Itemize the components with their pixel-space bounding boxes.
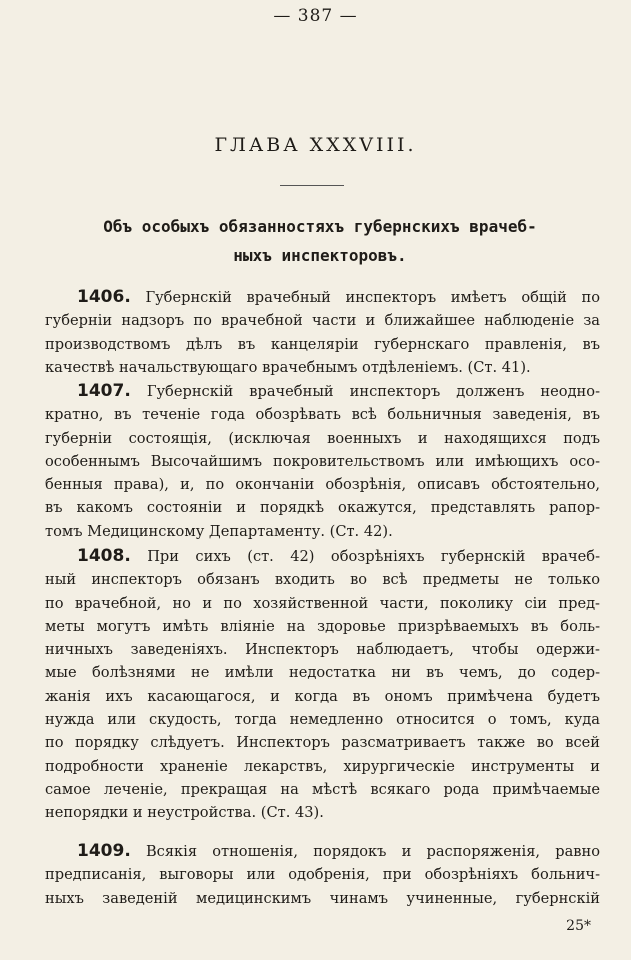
article-line: томъ Медицинскому Департаменту. (Ст. 42). — [45, 522, 393, 540]
signature-mark: 25* — [566, 918, 591, 934]
article-line: непорядки и неустройства. (Ст. 43). — [45, 804, 324, 822]
article-line: самое леченіе, прекращая на мѣстѣ всякаго рода примѣчаемые — [45, 780, 600, 798]
article-1409 — [45, 840, 600, 910]
article-line: по порядку слѣдуетъ. Инспекторъ разсматриваетъ также во всей — [45, 734, 600, 752]
article-line: меты могутъ имѣть вліяніе на здоровье призрѣваемыхъ въ боль- — [45, 617, 600, 635]
article-line: ный инспекторъ обязанъ входить во всѣ предметы не только — [45, 571, 600, 589]
article-line: кратно, въ теченіе года обозрѣвать всѣ больничныя заведенія, въ — [45, 406, 600, 424]
section-heading — [60, 212, 580, 270]
article-line: производствомъ дѣлъ въ канцеляріи губернскаго правленія, въ — [45, 335, 600, 353]
article-line: ныхъ заведеній медицинскимъ чинамъ учиненные, губернскій — [45, 889, 600, 907]
article-number: 1407. — [77, 381, 131, 401]
article-line: особеннымъ Высочайшимъ покровительствомъ или имѣющихъ осо- — [45, 452, 600, 470]
article-line: жанія ихъ касающагося, и когда въ ономъ примѣчена будетъ — [45, 687, 600, 705]
article-1406 — [45, 286, 600, 379]
article-line: Губернскій врачебный инспекторъ долженъ неодно- — [146, 383, 601, 400]
article-line: въ какомъ состояніи и порядкѣ окажутся, представлять рапор- — [45, 499, 600, 517]
article-line: подробности храненіе лекарствъ, хирургическіе инструменты и — [45, 757, 600, 775]
article-line: Всякія отношенія, порядокъ и распоряженія, равно — [145, 843, 600, 860]
chapter-rule — [280, 185, 344, 186]
article-line: При сихъ (ст. 42) обозрѣніяхъ губернскій врачеб- — [147, 548, 601, 565]
article-line: качествѣ начальствующаго врачебнымъ отдѣленіемъ. (Ст. 41). — [45, 358, 531, 376]
section-heading-line: Объ особыхъ обязанностяхъ губернскихъ врачеб- — [103, 217, 537, 236]
page-number: — 387 — — [273, 6, 358, 26]
article-1407 — [45, 380, 600, 543]
article-line: губерніи надзоръ по врачебной части и ближайшее наблюденіе за — [45, 312, 600, 330]
article-line: Губернскій врачебный инспекторъ имѣетъ общій по — [145, 289, 601, 306]
article-1408 — [45, 545, 600, 825]
section-heading-line: ныхъ инспекторовъ. — [233, 246, 407, 265]
article-line: губерніи состоящія, (исключая военныхъ и находящихся подъ — [45, 429, 600, 447]
article-number: 1406. — [77, 287, 131, 307]
article-line: по врачебной, но и по хозяйственной части, поколику сіи пред- — [45, 594, 600, 612]
article-number: 1409. — [77, 841, 131, 861]
article-line: ничныхъ заведеніяхъ. Инспекторъ наблюдаетъ, чтобы одержи- — [45, 641, 600, 659]
article-line: мые болѣзнями не имѣли недостатка ни въ чемъ, до содер- — [45, 664, 600, 682]
chapter-title: ГЛАВА XXXVIII. — [214, 134, 417, 156]
article-line: бенныя права), и, по окончаніи обозрѣнія, описавъ обстоятельно, — [45, 476, 600, 494]
article-number: 1408. — [77, 546, 131, 566]
article-line: нужда или скудость, тогда немедленно относится о томъ, куда — [45, 711, 600, 729]
article-line: предписанія, выговоры или одобренія, при обозрѣніяхъ больнич- — [45, 866, 600, 884]
